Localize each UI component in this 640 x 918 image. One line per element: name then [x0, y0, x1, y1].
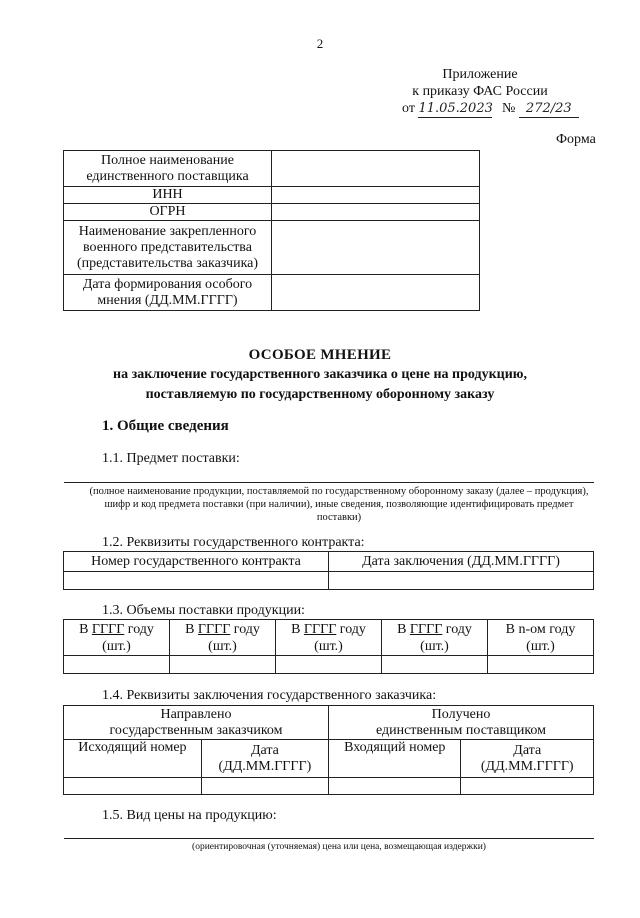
item-1-2: 1.2. Реквизиты государственного контракта:: [102, 535, 365, 550]
table-row: [64, 187, 480, 204]
form-label: Форма: [556, 132, 596, 147]
table-cell-value[interactable]: [64, 656, 170, 674]
title-sub1: на заключение государственного заказчика о цене на продукцию,: [113, 367, 527, 382]
item-1-4: 1.4. Реквизиты заключения государственного заказчика:: [102, 688, 437, 703]
col-sent: Направлено государственным заказчиком: [64, 706, 329, 740]
col-received: Получено единственным поставщиком: [328, 706, 593, 740]
section-heading: 1. Общие сведения: [102, 418, 229, 434]
table-row: [64, 275, 480, 311]
col-year-1: В ГГГГ году (шт.): [64, 620, 170, 656]
col-out-number: Исходящий номер: [64, 740, 202, 778]
table-row: [64, 151, 480, 187]
appendix-header: [380, 66, 580, 118]
table-cell-label: Дата формирования особого мнения (ДД.ММ.ГГГГ): [64, 275, 272, 311]
table-header-row: [64, 706, 594, 740]
table-row: [64, 778, 594, 795]
appendix-line3: [380, 100, 580, 118]
col-contract-date: Дата заключения (ДД.ММ.ГГГГ): [329, 552, 594, 572]
table-cell-value[interactable]: [461, 778, 594, 795]
table-cell-value[interactable]: [170, 656, 276, 674]
col-year-4: В ГГГГ году (шт.): [382, 620, 488, 656]
table-cell-value[interactable]: [64, 778, 202, 795]
table-cell-value[interactable]: [272, 204, 480, 221]
contract-table: [63, 551, 594, 590]
table-cell-value[interactable]: [272, 221, 480, 275]
table-row: [64, 656, 594, 674]
col-year-3: В ГГГГ году (шт.): [276, 620, 382, 656]
table-row: [64, 572, 594, 590]
table-header-row: [64, 740, 594, 778]
page-number: 2: [316, 36, 324, 51]
item-1-3: 1.3. Объемы поставки продукции:: [102, 603, 305, 618]
table-cell-value[interactable]: [201, 778, 328, 795]
conclusion-table: [63, 705, 594, 795]
note-1-1: (полное наименование продукции, поставляемой по государственному оборонному заказу (далее – продукция), шифр и код предмета поставки (при наличии), иные сведения, позволяющие идентифицировать предмет поставки): [89, 486, 589, 523]
table-cell-label: Полное наименование единственного поставщика: [64, 151, 272, 187]
table-cell-value[interactable]: [272, 275, 480, 311]
col-in-date: Дата (ДД.ММ.ГГГГ): [461, 740, 594, 778]
title-sub2: поставляемую по государственному оборонному заказу: [145, 387, 495, 402]
table-row: [64, 221, 480, 275]
table-cell-value[interactable]: [382, 656, 488, 674]
table-cell-value[interactable]: [272, 151, 480, 187]
table-cell-label: ИНН: [64, 187, 272, 204]
appendix-line2: к приказу ФАС России: [412, 84, 548, 99]
col-in-number: Входящий номер: [328, 740, 461, 778]
document-title: [0, 347, 640, 404]
col-year-n: В n-ом году (шт.): [488, 620, 594, 656]
table-row: [64, 204, 480, 221]
fill-line[interactable]: [64, 482, 594, 483]
from-label: от: [402, 101, 415, 116]
col-out-date: Дата (ДД.ММ.ГГГГ): [201, 740, 328, 778]
table-cell-value[interactable]: [329, 572, 594, 590]
table-cell-label: ОГРН: [64, 204, 272, 221]
note-1-5: (ориентировочная (уточняемая) цена или цена, возмещающая издержки): [192, 842, 486, 852]
title-main: ОСОБОЕ МНЕНИЕ: [248, 347, 392, 363]
col-year-2: В ГГГГ году (шт.): [170, 620, 276, 656]
table-cell-value[interactable]: [488, 656, 594, 674]
col-contract-number: Номер государственного контракта: [64, 552, 329, 572]
appendix-line1: Приложение: [442, 67, 518, 82]
table-cell-value[interactable]: [276, 656, 382, 674]
table-cell-value[interactable]: [328, 778, 461, 795]
table-header-row: [64, 552, 594, 572]
table-header-row: [64, 620, 594, 656]
number-label: №: [501, 101, 516, 116]
table-cell-value[interactable]: [272, 187, 480, 204]
volume-table: [63, 619, 594, 674]
fill-line[interactable]: [64, 838, 594, 839]
appendix-date: 11.05.2023: [418, 101, 493, 116]
item-1-5: 1.5. Вид цены на продукцию:: [102, 808, 277, 823]
appendix-number: 272/23: [519, 100, 579, 118]
item-1-1: 1.1. Предмет поставки:: [102, 451, 240, 466]
table-cell-label: Наименование закрепленного военного представительства (представительства заказчика): [64, 221, 272, 275]
supplier-table: [63, 150, 480, 311]
table-cell-value[interactable]: [64, 572, 329, 590]
